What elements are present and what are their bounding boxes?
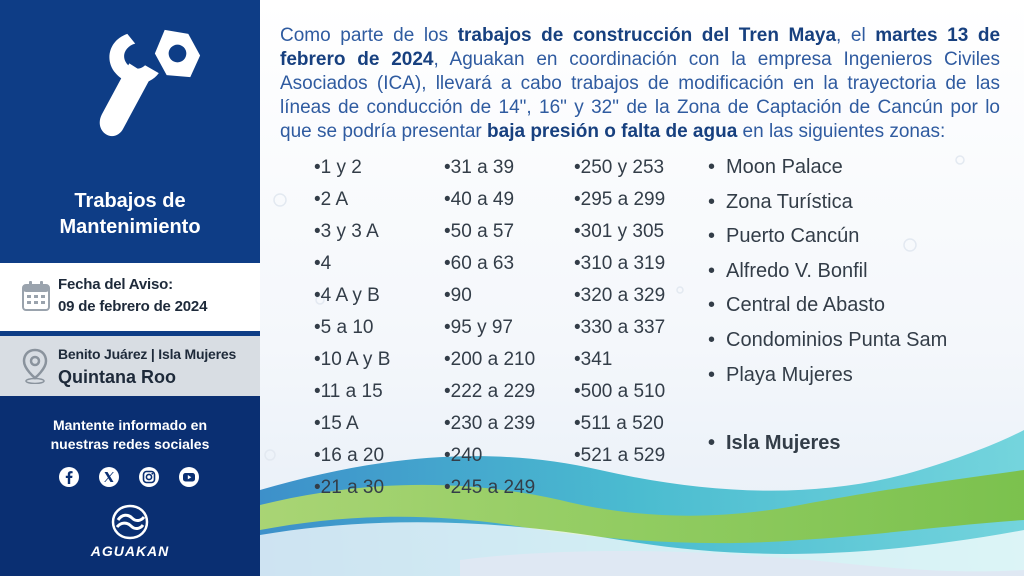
place-name: Puerto Cancún: [726, 225, 860, 248]
zone-item: •95 y 97: [444, 317, 513, 338]
place-item: • Zona Turística: [708, 190, 853, 213]
zone-item: •60 a 63: [444, 253, 515, 274]
social-text-line2: nuestras redes sociales: [50, 436, 210, 452]
facebook-icon[interactable]: [58, 466, 80, 488]
zone-item: •31 a 39: [444, 157, 515, 178]
place-item: • Puerto Cancún: [708, 225, 860, 248]
zone-column-1: [314, 157, 390, 509]
zone-item: •200 a 210: [444, 349, 536, 370]
intro-bold-date: martes 13 de febrero de 2024: [280, 25, 1001, 70]
zone-item: •301 y 305: [574, 221, 665, 242]
panel-title-line2: Mantenimiento: [59, 216, 201, 238]
place-item: • Playa Mujeres: [708, 363, 853, 386]
zone-column-3: [574, 157, 665, 477]
social-icons: [58, 466, 208, 488]
location-pin-icon: [22, 348, 48, 384]
date-label: Fecha del Aviso:: [58, 276, 173, 293]
zone-item: •1 y 2: [314, 157, 362, 178]
location-state: Quintana Roo: [58, 367, 176, 387]
brand-name: AGUAKAN: [90, 543, 170, 559]
panel-title: [0, 188, 260, 240]
zone-item: •240: [444, 445, 483, 466]
zone-item: •245 a 249: [444, 477, 536, 498]
zone-column-2: [444, 157, 535, 509]
zone-item: •511 a 520: [574, 413, 664, 434]
zone-item: •230 a 239: [444, 413, 536, 434]
zone-item: •50 a 57: [444, 221, 515, 242]
place-item: • Alfredo V. Bonfil: [708, 259, 868, 282]
zone-item: •310 a 319: [574, 253, 666, 274]
notice-date-box: [0, 263, 260, 331]
zone-item: •521 a 529: [574, 445, 666, 466]
zone-item: •10 A y B: [314, 349, 391, 370]
panel-title-line1: Trabajos de: [74, 190, 186, 212]
zone-item: •40 a 49: [444, 189, 515, 210]
zone-item: •11 a 15: [314, 381, 383, 402]
instagram-icon[interactable]: [138, 466, 160, 488]
place-name: Moon Palace: [726, 156, 843, 178]
aguakan-logo-icon: [110, 504, 150, 540]
place-name: Alfredo V. Bonfil: [726, 259, 868, 282]
zone-item: •16 a 20: [314, 445, 385, 466]
zone-item: •320 a 329: [574, 285, 666, 306]
place-name: Condominios Punta Sam: [726, 328, 948, 351]
wrench-nut-icon: [88, 24, 206, 142]
social-text-line1: Mantente informado en: [52, 417, 207, 433]
zone-places-list: [708, 155, 947, 397]
zone-item: •5 a 10: [314, 317, 374, 338]
place-item: • Central de Abasto: [708, 294, 885, 317]
zone-item: •21 a 30: [314, 477, 385, 498]
location-box: [0, 336, 260, 396]
zone-item: •222 a 229: [444, 381, 536, 402]
date-value: 09 de febrero de 2024: [58, 298, 208, 315]
zone-item: •4 A y B: [314, 285, 380, 306]
zone-item: •2 A: [314, 189, 349, 210]
intro-bold-impact: baja presión o falta de agua: [487, 121, 738, 142]
intro-text-4: en las siguientes zonas:: [737, 121, 946, 142]
youtube-icon[interactable]: [178, 466, 200, 488]
place-name: Zona Turística: [726, 190, 853, 213]
island-item: • Isla Mujeres: [708, 432, 841, 454]
intro-text-1: Como parte de los: [280, 25, 458, 46]
place-item: • Moon Palace: [708, 156, 843, 178]
zone-item: •90: [444, 285, 472, 306]
x-icon[interactable]: [98, 466, 120, 488]
zone-item: •4: [314, 253, 332, 274]
zone-item: •500 a 510: [574, 381, 666, 402]
intro-text-2: , el: [836, 25, 876, 46]
place-name: Playa Mujeres: [726, 363, 853, 386]
social-text: [0, 416, 260, 454]
zone-item: •341: [574, 349, 613, 370]
intro-text-3: , Aguakan en coordinación con la empresa Ingenieros Civiles Asociados (ICA), llevará a cabo trabajos de modificación en la trayectoria de las líneas de conducción de 14", 16" y 32" de la Zona de Captación de Cancún por lo que se podría presentar: [280, 49, 1000, 142]
place-name: Central de Abasto: [726, 294, 885, 317]
place-item: • Condominios Punta Sam: [708, 328, 948, 351]
calendar-icon: [22, 281, 50, 311]
intro-bold-project: trabajos de construcción del Tren Maya: [457, 25, 837, 46]
island-name: Isla Mujeres: [726, 432, 841, 454]
zone-item: •15 A: [314, 413, 359, 434]
intro-paragraph: [280, 24, 1000, 144]
zone-item: •3 y 3 A: [314, 221, 379, 242]
location-municipalities: Benito Juárez | Isla Mujeres: [58, 346, 237, 362]
zone-item: •295 a 299: [574, 189, 666, 210]
zone-item: •330 a 337: [574, 317, 666, 338]
zone-item: •250 y 253: [574, 157, 665, 178]
